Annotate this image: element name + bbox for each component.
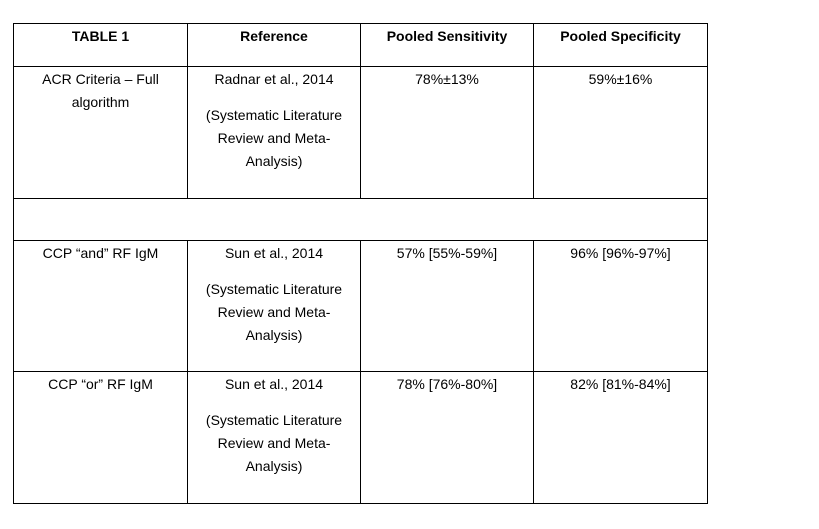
reference-cell bbox=[188, 241, 361, 372]
empty-row bbox=[14, 199, 708, 241]
criteria-cell: ACR Criteria – Full algorithm bbox=[14, 67, 188, 199]
reference-cell bbox=[188, 372, 361, 504]
empty-cell bbox=[14, 199, 708, 241]
reference-note: (Systematic Literature Review and Meta-Analysis) bbox=[205, 281, 343, 343]
reference-note: (Systematic Literature Review and Meta-Analysis) bbox=[205, 107, 343, 169]
specificity-cell: 59%±16% bbox=[534, 67, 708, 199]
sensitivity-cell: 57% [55%-59%] bbox=[361, 241, 534, 372]
specificity-cell: 82% [81%-84%] bbox=[534, 372, 708, 504]
sensitivity-cell: 78% [76%-80%] bbox=[361, 372, 534, 504]
results-table bbox=[13, 23, 708, 504]
table-row bbox=[14, 372, 708, 504]
table-header-row bbox=[14, 24, 708, 67]
header-table-title: TABLE 1 bbox=[14, 24, 188, 67]
reference-cell bbox=[188, 67, 361, 199]
criteria-cell: CCP “and” RF IgM bbox=[14, 241, 188, 372]
reference-name: Radnar et al., 2014 bbox=[214, 71, 334, 87]
reference-note: (Systematic Literature Review and Meta-Analysis) bbox=[205, 412, 343, 474]
header-pooled-specificity: Pooled Specificity bbox=[534, 24, 708, 67]
specificity-cell: 96% [96%-97%] bbox=[534, 241, 708, 372]
header-pooled-sensitivity: Pooled Sensitivity bbox=[361, 24, 534, 67]
sensitivity-cell: 78%±13% bbox=[361, 67, 534, 199]
reference-name: Sun et al., 2014 bbox=[224, 245, 324, 261]
reference-name: Sun et al., 2014 bbox=[224, 376, 324, 392]
table-row bbox=[14, 241, 708, 372]
criteria-cell: CCP “or” RF IgM bbox=[14, 372, 188, 504]
table-row bbox=[14, 67, 708, 199]
header-reference: Reference bbox=[188, 24, 361, 67]
